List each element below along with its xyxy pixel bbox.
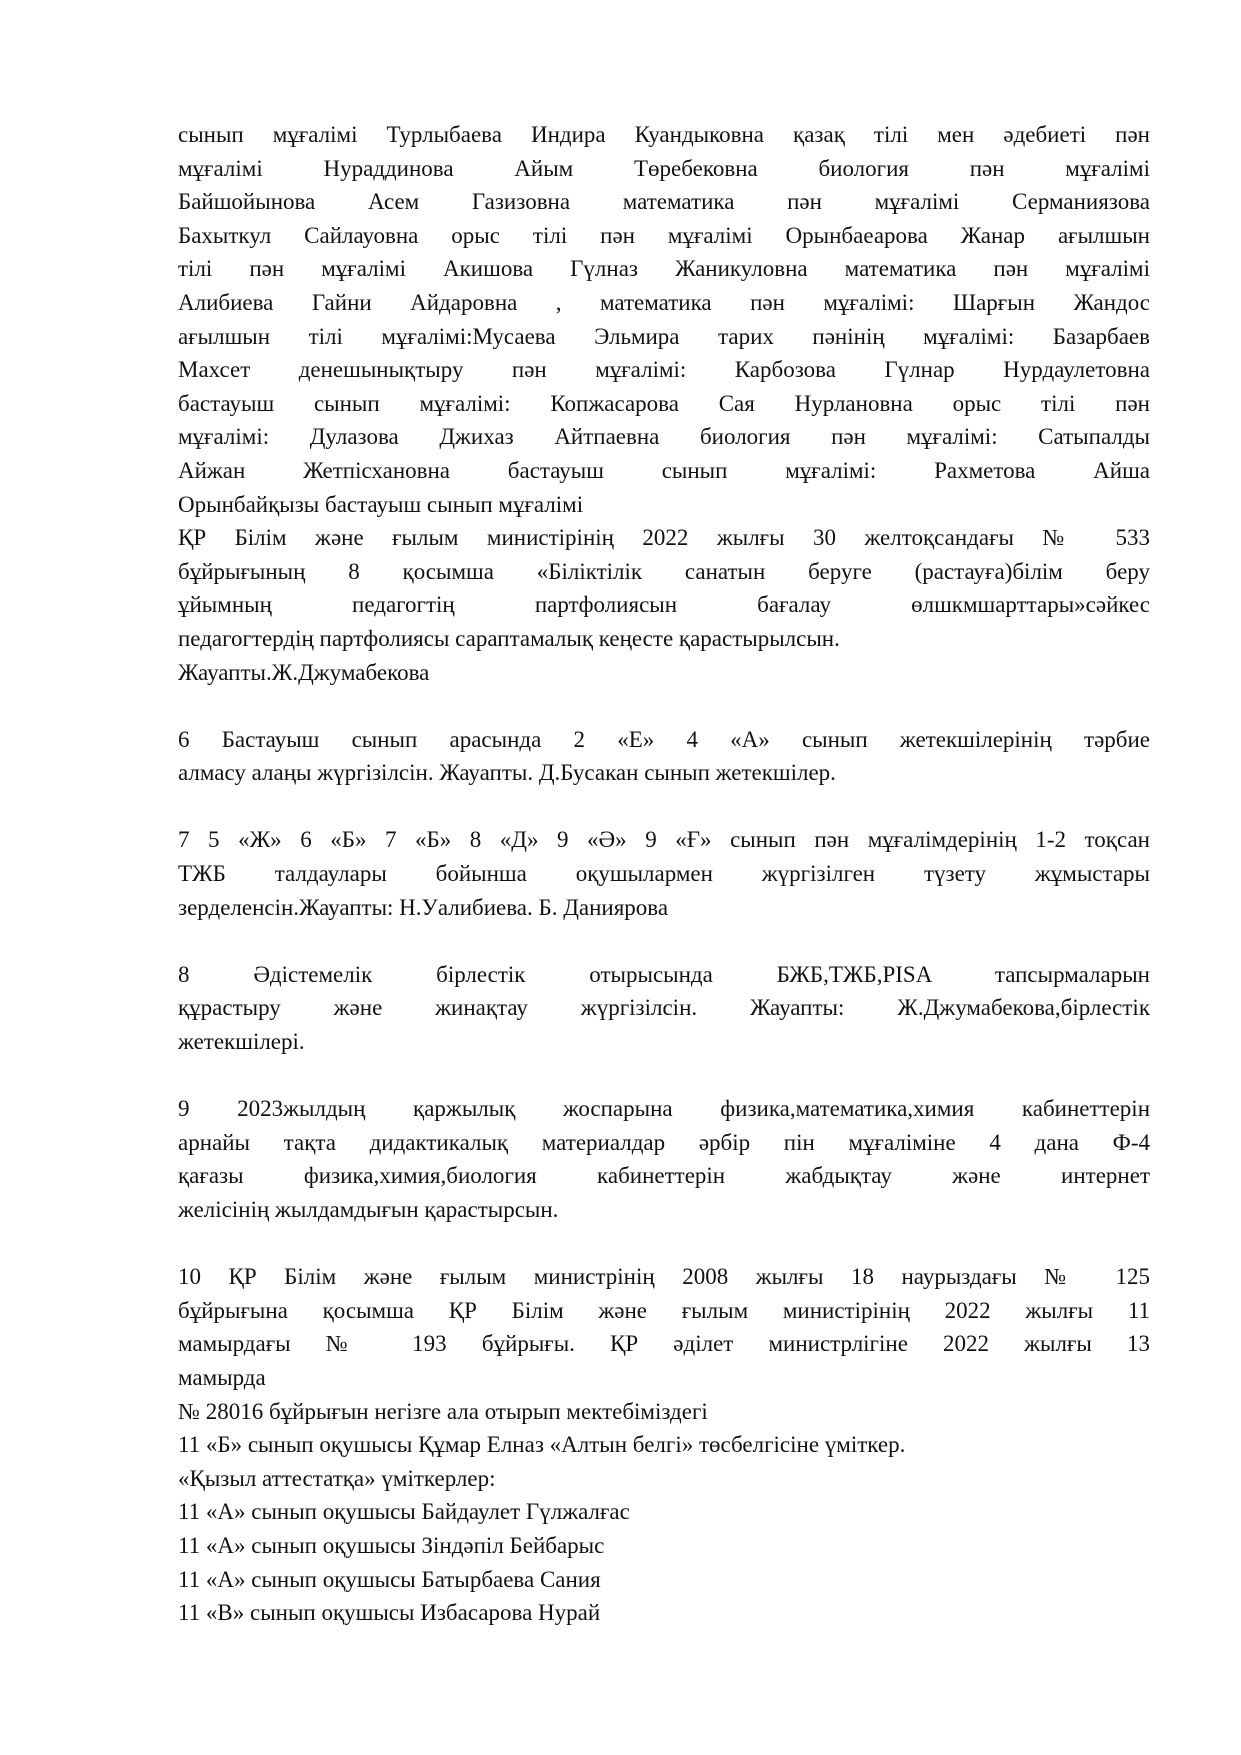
text-line: 8 Әдістемелік бірлестік отырысында БЖБ,ТЖБ,PISA тапсырмаларын (178, 961, 1150, 987)
blank-line (178, 1059, 1150, 1093)
text-line: алмасу алаңы жүргізілсін. Жауапты. Д.Бусакан сынып жетекшілер. (178, 760, 836, 786)
blank-line (178, 924, 1150, 958)
text-line: Махсет денешынықтыру пән мұғалімі: Карбозова Гүлнар Нурдаулетовна (178, 357, 1150, 383)
paragraph-portfolio-order (178, 521, 1150, 689)
text-line: сынып мұғалімі Турлыбаева Индира Куандыковна қазақ тілі мен әдебиеті пән (178, 122, 1150, 147)
candidate-list-item: 11 «А» сынып оқушысы Батырбаева Сания (178, 1566, 601, 1592)
paragraph-item-9 (178, 1092, 1150, 1226)
red-certificate-heading: «Қызыл аттестатқа» үміткерлер: (178, 1465, 496, 1491)
text-line: мұғалімі Нураддинова Айым Төребековна биология пән мұғалімі (178, 155, 1150, 181)
text-line: мамырда (178, 1364, 266, 1390)
text-line: педагогтердің партфолиясы сараптамалық кеңесте қарастырылсын. (178, 625, 840, 651)
text-line: арнайы тақта дидактикалық материалдар әрбір пін мұғаліміне 4 дана Ф-4 (178, 1129, 1150, 1155)
paragraph-item-7 (178, 823, 1150, 924)
text-line: жетекшілері. (178, 1029, 305, 1055)
candidate-list-item: 11 «А» сынып оқушысы Байдаулет Гүлжалғас (178, 1499, 630, 1525)
text-line: 10 ҚР Білім және ғылым министрінің 2008 жылғы 18 наурыздағы № 125 (178, 1264, 1150, 1290)
paragraph-item-10 (178, 1260, 1150, 1630)
gold-medal-candidate: 11 «Б» сынып оқушысы Құмар Елназ «Алтын белгі» төсбелгісіне үміткер. (178, 1432, 906, 1458)
text-line: Байшойынова Асем Газизовна математика пән мұғалімі Серманиязова (178, 189, 1150, 215)
text-line: қағазы физика,химия,биология кабинеттерін жабдықтау және интернет (178, 1163, 1150, 1189)
blank-line (178, 790, 1150, 824)
text-line: ТЖБ талдаулары бойынша оқушылармен жүргізілген түзету жұмыстары (178, 861, 1150, 887)
text-line: ұйымның педагогтің партфолиясын бағалау өлшкмшарттары»сәйкес (178, 592, 1150, 618)
blank-line (178, 689, 1150, 723)
text-line: Бахыткул Сайлауовна орыс тілі пән мұғалімі Орынбаеарова Жанар ағылшын (178, 222, 1150, 248)
text-line: мұғалімі: Дулазова Джихаз Айтпаевна биология пән мұғалімі: Сатыпалды (178, 424, 1150, 450)
text-line: бұйрығының 8 қосымша «Біліктілік санатын беруге (растауға)білім беру (178, 558, 1150, 584)
text-line: 7 5 «Ж» 6 «Б» 7 «Б» 8 «Д» 9 «Ә» 9 «Ғ» сынып пән мұғалімдерінің 1-2 тоқсан (178, 827, 1150, 853)
candidate-list-item: 11 «А» сынып оқушысы Зіндәпіл Бейбарыс (178, 1532, 605, 1558)
text-line: желісінің жылдамдығын қарастырсын. (178, 1197, 559, 1222)
candidate-list-item: 11 «В» сынып оқушысы Избасарова Нурай (178, 1600, 601, 1626)
document-page (178, 118, 1150, 1630)
blank-line (178, 1227, 1150, 1261)
text-line: тілі пән мұғалімі Акишова Гүлназ Жаникуловна математика пән мұғалімі (178, 256, 1150, 282)
text-line: Айжан Жетпісхановна бастауыш сынып мұғалімі: Рахметова Айша (178, 457, 1150, 483)
text-line: № 28016 бұйрығын негізге ала отырып мектебіміздегі (178, 1398, 708, 1424)
paragraph-teachers-list (178, 118, 1150, 521)
paragraph-item-8 (178, 958, 1150, 1059)
text-line: зерделенсін.Жауапты: Н.Уалибиева. Б. Даниярова (178, 894, 669, 920)
text-line: 6 Бастауыш сынып арасында 2 «Е» 4 «А» сынып жетекшілерінің тәрбие (178, 726, 1150, 752)
text-line: мамырдағы № 193 бұйрығы. ҚР әділет министрлігіне 2022 жылғы 13 (178, 1331, 1150, 1357)
text-line: Алибиева Гайни Айдаровна , математика пән мұғалімі: Шарғын Жандос (178, 289, 1150, 315)
paragraph-item-6 (178, 723, 1150, 790)
text-line: құрастыру және жинақтау жүргізілсін. Жауапты: Ж.Джумабекова,бірлестік (178, 995, 1150, 1021)
text-line: ҚР Білім және ғылым министірінің 2022 жылғы 30 желтоқсандағы № 533 (178, 525, 1150, 551)
text-line: бұйрығына қосымша ҚР Білім және ғылым министірінің 2022 жылғы 11 (178, 1297, 1150, 1323)
responsible-person: Жауапты.Ж.Джумабекова (178, 659, 430, 685)
text-line: ағылшын тілі мұғалімі:Мусаева Эльмира тарих пәнінің мұғалімі: Базарбаев (178, 323, 1150, 349)
text-line: бастауыш сынып мұғалімі: Копжасарова Сая Нурлановна орыс тілі пән (178, 390, 1150, 416)
text-line: Орынбайқызы бастауыш сынып мұғалімі (178, 491, 584, 517)
text-line: 9 2023жылдың қаржылық жоспарына физика,математика,химия кабинеттерін (178, 1096, 1150, 1122)
